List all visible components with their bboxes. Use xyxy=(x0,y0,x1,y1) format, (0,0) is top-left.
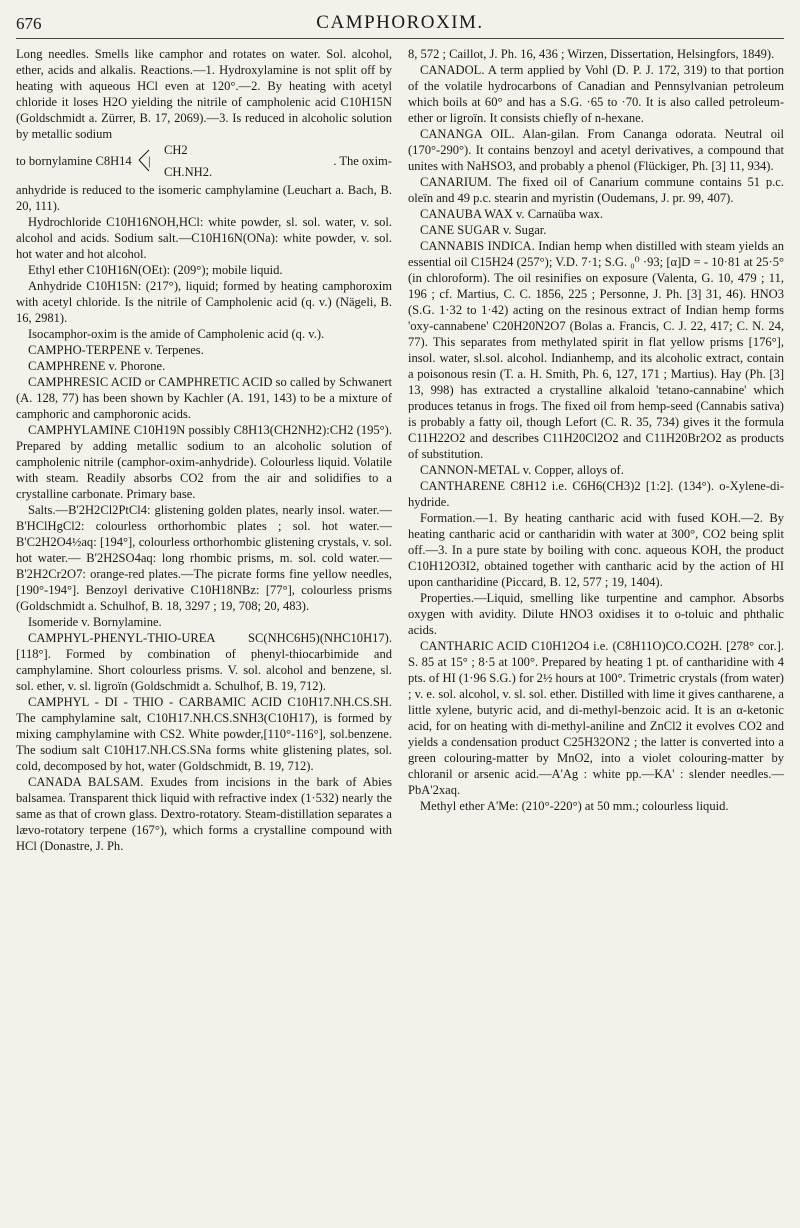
entry-cane-sugar: CANE SUGAR v. Sugar. xyxy=(420,223,547,237)
formula-top-group: CH2 xyxy=(164,143,188,157)
entry-cantharene-properties: Properties.—Liquid, smelling like turpentine and camphor. Absorbs oxygen with avidity. Dilute HNO3 oxidises it to o-toluic and phthalic acids. xyxy=(408,591,784,637)
formula-prefix: to bornylamine C8H14 xyxy=(16,154,132,168)
entry-camphylamine: CAMPHYLAMINE C10H19N possibly C8H13(CH2NH2):CH2 (195°). Prepared by adding metallic sodium to an alcoholic solution of campholenic nitrile (camphor-oxim-anhydride). Colourless liquid. Volatile with steam. Readily absorbs CO2 from the air and solidifies to a crystalline carbonate. Primary base. xyxy=(16,423,392,501)
entry-isocamphor-oxim: Isocamphor-oxim is the amide of Campholenic acid (q. v.). xyxy=(28,327,325,341)
entry-ethyl-ether: Ethyl ether C10H16N(OEt): (209°); mobile liquid. xyxy=(28,263,283,277)
entry-camphoroxim-reactions: Long needles. Smells like camphor and rotates on water. Sol. alcohol, ether, acids and alkalis. Reactions.—1. Hydroxylamine is not split off by heating with aqueous HCl even at 120°.—2. By heating with acetyl chloride it loses H2O yielding the nitrile of campholenic acid C10H15N (Goldschmidt a. Zürrer, B. 17, 2069).—3. Is reduced in alcoholic solution by metallic sodium xyxy=(16,47,392,141)
bornylamine-formula xyxy=(16,144,392,178)
entry-cannon-metal: CANNON-METAL v. Copper, alloys of. xyxy=(420,463,624,477)
entry-camphyl-phenyl-thio-urea: CAMPHYL-PHENYL-THIO-UREA SC(NHC6H5)(NHC10H17). [118°]. Formed by combination of phenyl-thiocarbimide and camphylamine. Short colourless prisms. V. sol. alcohol and benzene, sl. sol. ether, v. sl. ligroïn (Goldschmidt a. Schulhof, B. 19, 712). xyxy=(16,631,392,693)
entry-canauba-wax: CANAUBA WAX v. Carnaüba wax. xyxy=(420,207,603,221)
text-columns xyxy=(16,46,784,1224)
entry-camphyl-di-thio-carbamic-acid: CAMPHYL - DI - THIO - CARBAMIC ACID C10H17.NH.CS.SH. The camphylamine salt, C10H17.NH.CS.SNH3(C10H17), is formed by mixing camphylamine with CS2. White powder,[110°-116°], sol.benzene. The sodium salt C10H17.NH.CS.SNa forms white glistening plates, sol. cold, decomposed by hot, water (Goldschmidt, B. 19, 712). xyxy=(16,695,392,773)
entry-camphylamine-salts: Salts.—B'2H2Cl2PtCl4: glistening golden plates, nearly insol. water.—B'HClHgCl2: colourless orthorhombic plates ; sol. hot water.— B'C2H2O4½aq: [194°], colourless orthorhombic glistening crystals, v. sol. hot water.— B'2H2SO4aq: long rhombic prisms, m. sol. cold water.—B'2H2Cr2O7: orange-red plates.—The picrate forms fine yellow needles, [190°-194°]. Benzoyl derivative C10H18NBz: [77°], colourless prisms (Goldschmidt a. Schulhof, B. 18, 3297 ; 19, 708; 20, 483). xyxy=(16,503,392,613)
entry-methyl-ether: Methyl ether A'Me: (210°-220°) at 50 mm.; colourless liquid. xyxy=(420,799,729,813)
entry-camphrene: CAMPHRENE v. Phorone. xyxy=(28,359,166,373)
running-head xyxy=(16,8,784,39)
entry-cantharene: CANTHARENE C8H12 i.e. C6H6(CH3)2 [1:2]. (134°). o-Xylene-di-hydride. xyxy=(408,479,784,509)
entry-cananga-oil: CANANGA OIL. Alan-gilan. From Cananga odorata. Neutral oil (170°-290°). It contains benzoyl and acetyl derivatives, a compound that unites with NaHSO3, and probably a phenol (Flückiger, Ph. [3] 11, 934). xyxy=(408,127,784,173)
left-column xyxy=(16,46,392,854)
entry-canadol: CANADOL. A term applied by Vohl (D. P. J. 172, 319) to that portion of the volatile hydrocarbons of Canadian and Pennsylvanian petroleum which boils at 60° and has a S.G. ·65 to ·70. It is also called petroleum-ether or ligroïn. It consists chiefly of n-hexane. xyxy=(408,63,784,125)
entry-cannabis-indica: CANNABIS INDICA. Indian hemp when distilled with steam yields an essential oil C15H24 (257°); V.D. 7·1; S.G. ₀⁰ ·93; [α]D = - 10·81 at 25·5° (in chloroform). The oil resinifies on exposure (Valenta, G. 10, 479 ; 11, 196 ; cf. Martius, C. C. 1856, 225 ; Personne, J. Ph. [3] 31, 46). HNO3 (S.G. 1·32 to 1·42) acting on the resinous extract of Indian hemp forms 'oxy-cannabene' C20H20N2O7 (Bolas a. Francis, C. J. 22, 417; C. N. 24, 77). This separates from methylated spirit in flat yellow prisms [176°], insol. water, sl.sol. alcohol. Indianhemp, and its alcoholic extract, contain a poisonous resin (T. a. H. Smith, Ph. 6, 127, 171 ; Martius). Hay (Ph. [3] 13, 998) has extracted a crystalline alkaloid 'tetano-cannabine' which produces tetanus in frogs. The fixed oil from hemp-seed (Cannabis sativa) is probably a fatty oil, though Lefort (C. R. 35, 734) gives it the formula C11H22O2 and describes C11H20Cl2O2 and C11H20Br2O2 as products of substitution. xyxy=(408,239,784,461)
entry-cantharic-acid: CANTHARIC ACID C10H12O4 i.e. (C8H11O)CO.CO2H. [278° cor.]. S. 85 at 15° ; 8·5 at 100°. Prepared by heating 1 pt. of cantharidine with 4 pts. of HI (1·96 S.G.) for 2½ hours at 100°. Trimetric crystals (from water) ; v. e. sol. alcohol, v. sl. sol. ether. Distilled with lime it gives cantharene, a little xylene, butyric acid, and di-methyl-benzoic acid. It is an α-ketonic acid, for on heating with di-methyl-aniline and ZnCl2 it evolves CO2 and yields a condensation product C25H32ON2 ; the latter is converted into a green colouring-matter by MnO2, into a violet colouring-matter by chloranil or arsenic acid.—A'Ag : white pp.—KA' : slender needles.—PbA'2xaq. xyxy=(408,639,784,797)
entry-campho-terpene: CAMPHO-TERPENE v. Terpenes. xyxy=(28,343,204,357)
entry-anhydride: Anhydride C10H15N: (217°), liquid; formed by heating camphoroxim with acetyl chloride. Is the nitrile of Campholenic acid (q. v.) (Nägeli, B. 16, 2981). xyxy=(16,279,392,325)
entry-hydrochloride: Hydrochloride C10H16NOH,HCl: white powder, sl. sol. water, v. sol. alcohol and acids. Sodium salt.—C10H16N(ONa): white powder, v. sol. hot water and hot alcohol. xyxy=(16,215,392,261)
formula-bond: | xyxy=(148,154,151,168)
running-title: CAMPHOROXIM. xyxy=(316,12,484,33)
entry-canada-balsam: CANADA BALSAM. Exudes from incisions in the bark of Abies balsamea. Transparent thick liquid with refractive index (1·532) nearly the same as that of crown glass. Dextro-rotatory. Steam-distillation separates a lævo-rotatory terpene (167°), which forms a crystalline compound with HCl (Donastre, J. Ph. xyxy=(16,775,392,853)
page-number: 676 xyxy=(16,14,42,33)
formula-bottom-group: CH.NH2. xyxy=(164,165,213,179)
entry-canarium: CANARIUM. The fixed oil of Canarium commune contains 51 p.c. oleïn and 49 p.c. stearin and myristin (Oudemans, J. pr. 99, 407). xyxy=(408,175,784,205)
entry-isomeride: Isomeride v. Bornylamine. xyxy=(28,615,162,629)
entry-canada-balsam-continued: 8, 572 ; Caillot, J. Ph. 16, 436 ; Wirzen, Dissertation, Helsingfors, 1849). xyxy=(408,47,775,61)
entry-camphresic-acid: CAMPHRESIC ACID or CAMPHRETIC ACID so called by Schwanert (A. 128, 77) has been shown by Kachler (A. 191, 143) to be a mixture of camphoric and camphoronic acids. xyxy=(16,375,392,421)
formula-suffix: . The oxim- xyxy=(333,154,392,168)
entry-anhydride-reduction: anhydride is reduced to the isomeric camphylamine (Leuchart a. Bach, B. 20, 111). xyxy=(16,183,392,213)
right-column xyxy=(408,46,784,814)
entry-cantharene-formation: Formation.—1. By heating cantharic acid with fused KOH.—2. By heating cantharic acid or cantharidin with water at 300°, CO2 being split off.—3. In a pure state by boiling with conc. aqueous KOH, the product C10H12O3I2, obtained together with cantharic acid by the action of HI upon cantharidine (Piccard, B. 12, 577 ; 19, 1404). xyxy=(408,511,784,589)
